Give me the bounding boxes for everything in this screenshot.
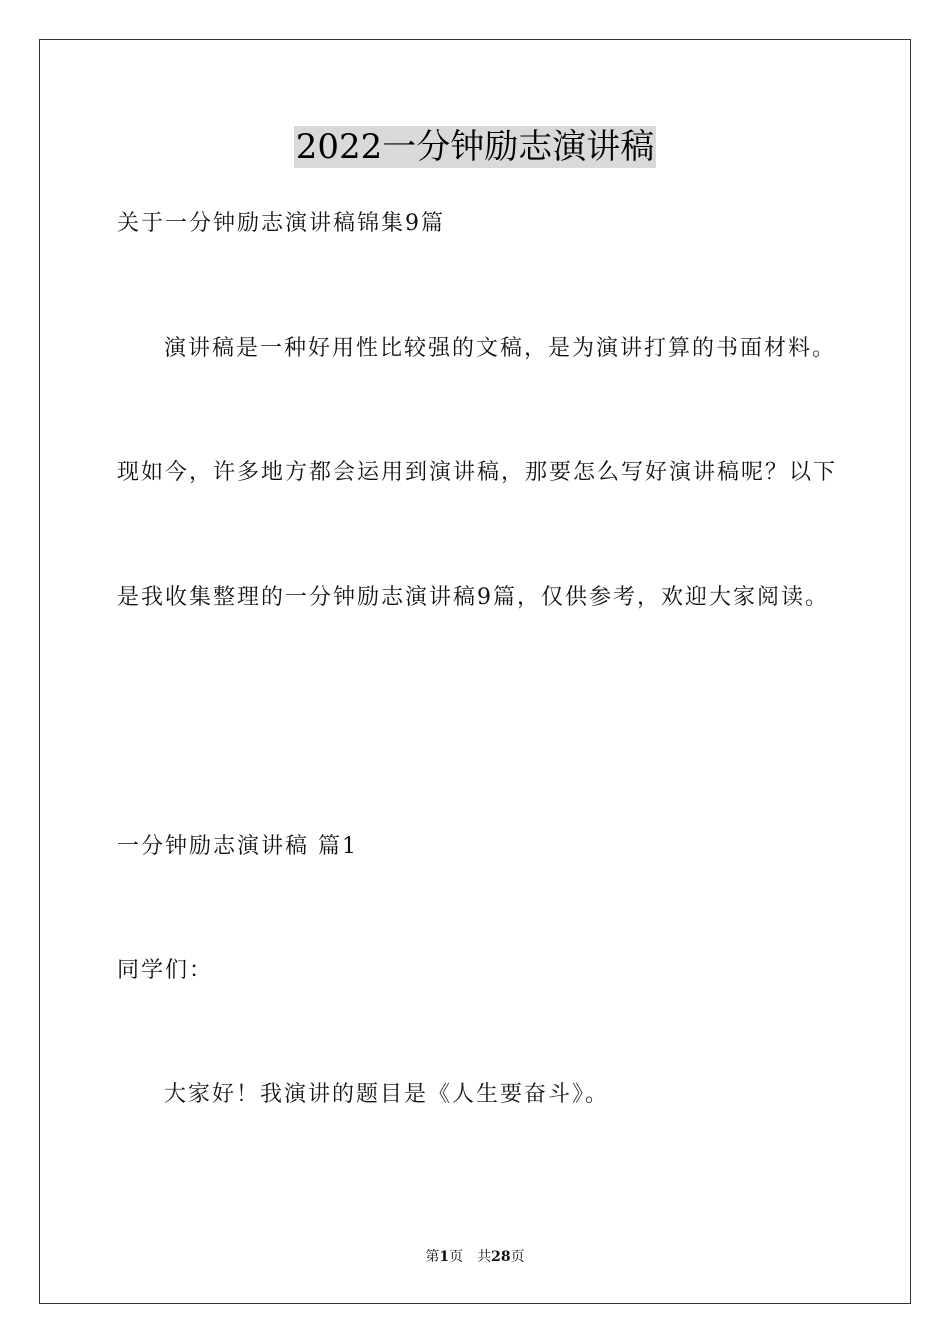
page-footer: [0, 1247, 950, 1267]
total-suffix: 页: [510, 1249, 525, 1265]
opening-line: 大家好！我演讲的题目是《人生要奋斗》。: [164, 1082, 610, 1107]
page-suffix: 页: [449, 1249, 464, 1265]
total-page-count: 28: [491, 1249, 511, 1265]
intro-paragraph-line-1: 演讲稿是一种好用性比较强的文稿，是为演讲打算的书面材料。: [164, 336, 837, 361]
current-page-number: 1: [439, 1249, 450, 1265]
greeting-line: 同学们：: [117, 958, 214, 983]
document-title: 2022一分钟励志演讲稿: [295, 127, 655, 167]
document-subtitle: 关于一分钟励志演讲稿锦集9篇: [117, 211, 445, 236]
intro-paragraph-line-3: 是我收集整理的一分钟励志演讲稿9篇，仅供参考，欢迎大家阅读。: [117, 585, 829, 610]
page-prefix: 第: [425, 1249, 440, 1265]
title-container: [0, 126, 950, 168]
intro-paragraph-line-2: 现如今，许多地方都会运用到演讲稿，那要怎么写好演讲稿呢？以下: [117, 460, 838, 485]
section-heading: 一分钟励志演讲稿 篇1: [117, 834, 358, 859]
total-prefix: 共: [477, 1249, 492, 1265]
